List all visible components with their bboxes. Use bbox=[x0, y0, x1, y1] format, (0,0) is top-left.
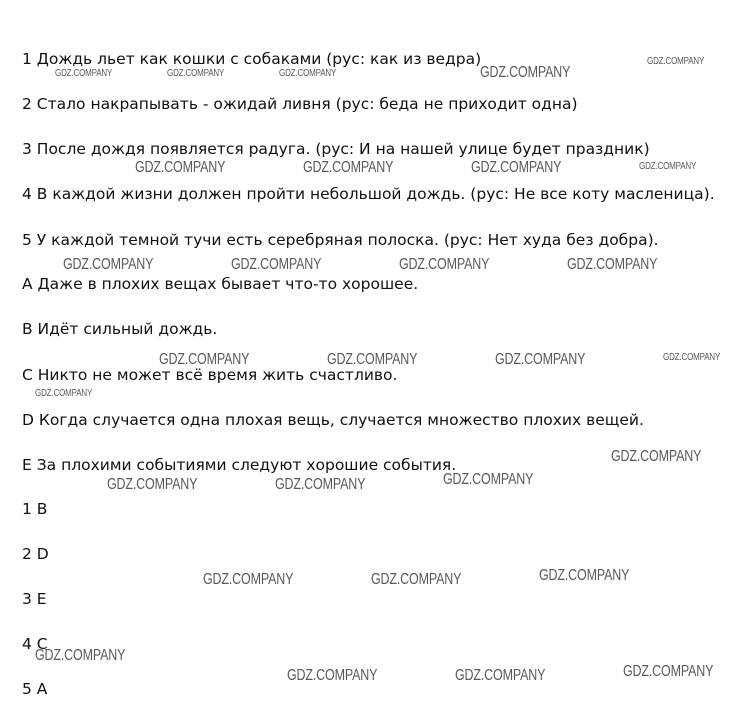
watermark: GDZ.COMPANY bbox=[63, 256, 154, 273]
watermark: GDZ.COMPANY bbox=[639, 161, 697, 172]
watermark: GDZ.COMPANY bbox=[203, 571, 294, 588]
watermark: GDZ.COMPANY bbox=[399, 256, 490, 273]
answer-3: 3 E bbox=[22, 590, 47, 608]
watermark: GDZ.COMPANY bbox=[539, 567, 630, 584]
meaning-b: B Идёт сильный дождь. bbox=[22, 320, 218, 338]
watermark: GDZ.COMPANY bbox=[231, 256, 322, 273]
answer-2: 2 D bbox=[22, 545, 49, 563]
watermark: GDZ.COMPANY bbox=[275, 476, 366, 493]
idiom-3: 3 После дождя появляется радуга. (рус: И на нашей улице будет праздник) bbox=[22, 140, 650, 158]
watermark: GDZ.COMPANY bbox=[107, 476, 198, 493]
answer-4: 4 C bbox=[22, 635, 48, 653]
idiom-4: 4 В каждой жизни должен пройти небольшой дождь. (рус: Не все коту масленица). bbox=[22, 185, 715, 203]
watermark: GDZ.COMPANY bbox=[443, 471, 534, 488]
watermark: GDZ.COMPANY bbox=[495, 351, 586, 368]
watermark: GDZ.COMPANY bbox=[287, 667, 378, 684]
watermark: GDZ.COMPANY bbox=[567, 256, 658, 273]
idiom-5: 5 У каждой темной тучи есть серебряная полоска. (рус: Нет худа без добра). bbox=[22, 231, 659, 249]
meaning-d: D Когда случается одна плохая вещь, случается множество плохих вещей. bbox=[22, 411, 644, 429]
meaning-e: E За плохими событиями следуют хорошие события. bbox=[22, 456, 457, 474]
watermark: GDZ.COMPANY bbox=[55, 68, 113, 79]
watermark: GDZ.COMPANY bbox=[647, 56, 705, 67]
watermark: GDZ.COMPANY bbox=[279, 68, 337, 79]
watermark: GDZ.COMPANY bbox=[327, 351, 418, 368]
watermark: GDZ.COMPANY bbox=[623, 663, 714, 680]
watermark: GDZ.COMPANY bbox=[303, 159, 394, 176]
idiom-2: 2 Стало накрапывать - ожидай ливня (рус: беда не приходит одна) bbox=[22, 95, 578, 113]
watermark: GDZ.COMPANY bbox=[167, 68, 225, 79]
answer-5: 5 A bbox=[22, 680, 48, 698]
meaning-a: A Даже в плохих вещах бывает что-то хорошее. bbox=[22, 275, 419, 293]
watermark: GDZ.COMPANY bbox=[135, 159, 226, 176]
answer-1: 1 B bbox=[22, 500, 48, 518]
watermark: GDZ.COMPANY bbox=[371, 571, 462, 588]
watermark: GDZ.COMPANY bbox=[159, 351, 250, 368]
watermark: GDZ.COMPANY bbox=[35, 647, 126, 664]
watermark: GDZ.COMPANY bbox=[471, 159, 562, 176]
watermark: GDZ.COMPANY bbox=[611, 448, 702, 465]
watermark: GDZ.COMPANY bbox=[455, 667, 546, 684]
meaning-c: C Никто не может всё время жить счастливо. bbox=[22, 366, 398, 384]
idiom-1: 1 Дождь льет как кошки с собаками (рус: как из ведра) bbox=[22, 50, 482, 68]
watermark: GDZ.COMPANY bbox=[35, 388, 93, 399]
watermark: GDZ.COMPANY bbox=[663, 352, 721, 363]
watermark: GDZ.COMPANY bbox=[480, 64, 571, 81]
